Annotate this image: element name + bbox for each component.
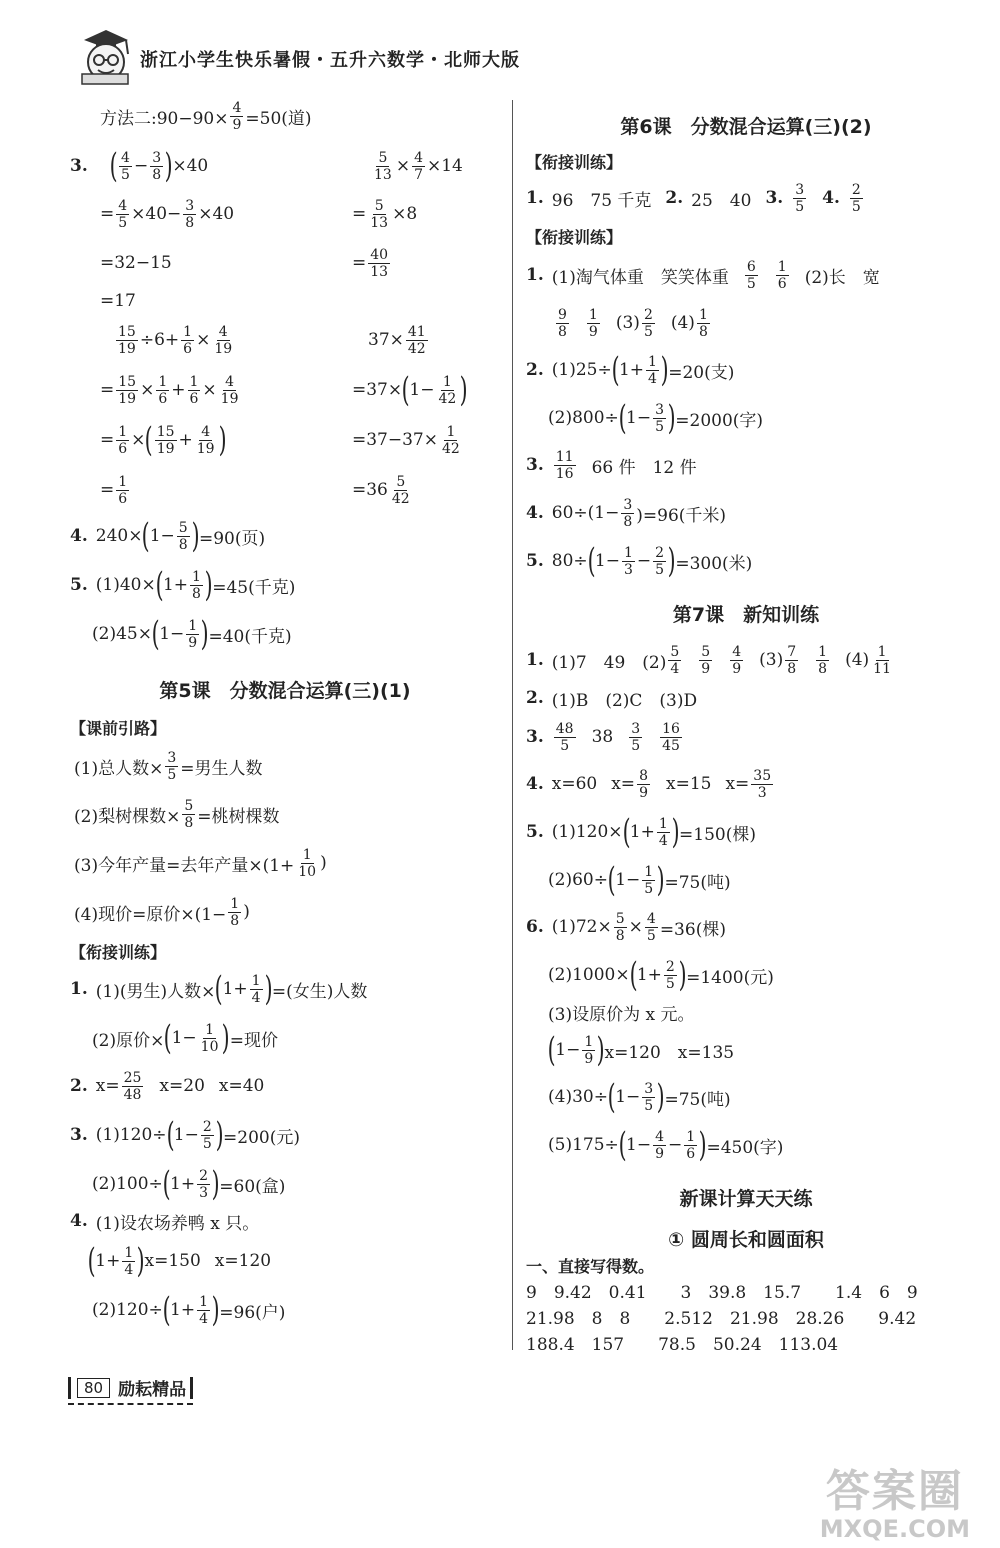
training-4a: 4. (1)设农场养鸭 x 只。 [70,1211,260,1234]
l6-answer-1: 1. 96 75 千克 2. 25 40 3. $\frac{3}{5}$ 4. $\frac{2}{5}$ [526,181,861,215]
preview-3: (3)今年产量=去年产量×(1+ $\frac{1}{10}$ ) [74,846,327,880]
preview-4: (4)现价=原价×(1− $\frac{1}{8}$ ) [74,895,250,929]
answers-row-1: 9 9.42 0.41 3 39.8 15.7 1.4 6 9 [526,1282,918,1303]
l6-training-5: 5. 80÷ ( 1− $\frac{1}{3}$ − $\frac{2}{5}$ ) =300(米) [526,541,753,581]
q3-line-8a: = $\frac{1}{6}$ [100,473,128,507]
lesson-5-title: 第5课 分数混合运算(三)(1) [159,680,411,702]
answers-row-2: 21.98 8 8 2.512 21.98 28.26 9.42 [526,1308,917,1329]
preview-1: (1)总人数× $\frac{3}{5}$ =男生人数 [74,749,263,783]
q4-line: 4. 240× ( 1− $\frac{5}{8}$ ) =90(页) [70,516,266,556]
page-footer [68,1375,193,1405]
training-2: 2. x= $\frac{25}{48}$ x=20 x=40 [70,1069,265,1103]
q5-line-2: (2)45× ( 1− $\frac{1}{9}$ ) =40(千克) [92,614,292,654]
l7-5b: (2)60÷ ( 1− $\frac{1}{5}$ ) =75(吨) [548,860,731,900]
l7-6d: ( 1− $\frac{1}{9}$ ) x=120 x=135 [547,1030,735,1070]
l7-3: 3. $\frac{48}{5}$ 38 $\frac{3}{5}$ $\frac{16}{45}$ [526,720,680,754]
column-divider [512,100,513,1350]
l6-training-2a: 2. (1)25÷ ( 1+ $\frac{1}{4}$ ) =20(支) [526,350,735,390]
section-tag-training: 【衔接训练】 [70,943,167,962]
circle-topic-title: ① 圆周长和圆面积 [668,1229,824,1251]
l6-training-1b: $\frac{9}{8}$ $\frac{1}{9}$ (3) $\frac{2}{5}$ (4) $\frac{1}{8}$ [558,306,708,340]
answers-row-3: 188.4 157 78.5 50.24 113.04 [526,1334,839,1355]
footer-bar-left [68,1377,71,1399]
page-number: 80 [77,1378,110,1398]
site-watermark: 答案圈 MXQE.COM [819,1466,970,1543]
l6-training-2b: (2)800÷ ( 1− $\frac{3}{5}$ ) =2000(字) [548,398,764,438]
section-tag-training-6b: 【衔接训练】 [526,228,623,247]
q3-line-1a: 3. ( $\frac{4}{5}$ − $\frac{3}{8}$ ) ×40 [70,146,209,186]
q3-line-7a: = $\frac{1}{6}$ × ( $\frac{15}{19}$ + $\frac{4}{19}$ ) [100,420,227,460]
l7-6e: (4)30÷ ( 1− $\frac{3}{5}$ ) =75(吨) [548,1077,731,1117]
q3-line-3b: = $\frac{40}{13}$ [352,246,389,280]
q3-line-6b: =37× ( 1− $\frac{1}{42}$ ) [352,370,468,410]
training-3a: 3. (1)120÷ ( 1− $\frac{2}{5}$ ) =200(元) [70,1115,301,1155]
l7-6c: (3)设原价为 x 元。 [548,1004,695,1025]
training-1a: 1. (1)(男生)人数× ( 1+ $\frac{1}{4}$ ) =(女生)人数 [70,969,368,1009]
preview-2: (2)梨树棵数× $\frac{5}{8}$ =桃树棵数 [74,797,280,831]
l6-training-4: 4. 60÷(1− $\frac{3}{8}$ )=96(千米) [526,496,727,530]
training-4b: ( 1+ $\frac{1}{4}$ ) x=150 x=120 [87,1241,272,1281]
header-title: 浙江小学生快乐暑假・五升六数学・北师大版 [140,50,520,71]
q3-line-3a: =32−15 [100,253,172,273]
l7-5a: 5. (1)120× ( 1+ $\frac{1}{4}$ ) =150(棵) [526,812,757,852]
footer-bar-right [190,1377,193,1399]
q5-line-1: 5. (1)40× ( 1+ $\frac{1}{8}$ ) =45(千克) [70,565,296,605]
section-tag-preview: 【课前引路】 [70,719,167,738]
l7-1: 1. (1)7 49 (2) $\frac{5}{4}$ $\frac{5}{9}$ $\frac{4}{9}$ (3) $\frac{7}{8}$ $\frac{1}{8}$ (4) $\frac{1}{11}$ [526,643,891,677]
q3-line-4a: =17 [100,291,136,311]
q3-line-5a: $\frac{15}{19}$ ÷6+ $\frac{1}{6}$ × $\frac{4}{19}$ [118,323,233,357]
section-tag-training-6a: 【衔接训练】 [526,153,623,172]
method-two-line: 方法二:90−90× $\frac{4}{9}$ =50(道) [100,99,312,133]
training-4c: (2)120÷ ( 1+ $\frac{1}{4}$ ) =96(户) [92,1290,286,1330]
q3-line-5b: 37× $\frac{41}{42}$ [368,323,426,357]
l7-4: 4. x=60 x= $\frac{8}{9}$ x=15 x= $\frac{35}{3}$ [526,767,772,801]
l7-6b: (2)1000× ( 1+ $\frac{2}{5}$ ) =1400(元) [548,955,774,995]
l6-training-1a: 1. (1)淘气体重 笑笑体重 $\frac{6}{5}$ $\frac{1}{6}$ (2)长 宽 [526,258,880,292]
q3-line-6a: = $\frac{15}{19}$ × $\frac{1}{6}$ + $\frac{1}{6}$ × $\frac{4}{19}$ [100,373,239,407]
l6-training-3: 3. $\frac{11}{16}$ 66 件 12 件 [526,448,697,482]
training-1b: (2)原价× ( 1− $\frac{1}{10}$ ) =现价 [92,1018,278,1058]
l7-6f: (5)175÷ ( 1− $\frac{4}{9}$ − $\frac{1}{6}$ ) =450(字) [548,1125,784,1165]
mascot-icon [74,26,136,88]
l7-2: 2. (1)B (2)C (3)D [526,688,698,711]
lesson-6-title: 第6课 分数混合运算(三)(2) [620,116,872,138]
daily-practice-title: 新课计算天天练 [679,1188,813,1210]
training-3b: (2)100÷ ( 1+ $\frac{2}{3}$ ) =60(盒) [92,1164,286,1204]
q3-line-2a: = $\frac{4}{5}$ ×40− $\frac{3}{8}$ ×40 [100,197,235,231]
q3-line-1b: $\frac{5}{13}$ × $\frac{4}{7}$ ×14 [374,149,463,183]
lesson-7-title: 第7课 新知训练 [672,604,820,626]
q3-line-2b: = $\frac{5}{13}$ ×8 [352,197,418,231]
l7-6a: 6. (1)72× $\frac{5}{8}$ × $\frac{4}{5}$ =36(棵) [526,910,726,944]
q3-line-8b: =36 $\frac{5}{42}$ [352,473,410,507]
footer-brand: 励耘精品 [118,1380,187,1400]
q3-line-7b: =37−37× $\frac{1}{42}$ [352,423,460,457]
page-header [74,26,520,88]
direct-answer-heading: 一、直接写得数。 [526,1257,655,1276]
